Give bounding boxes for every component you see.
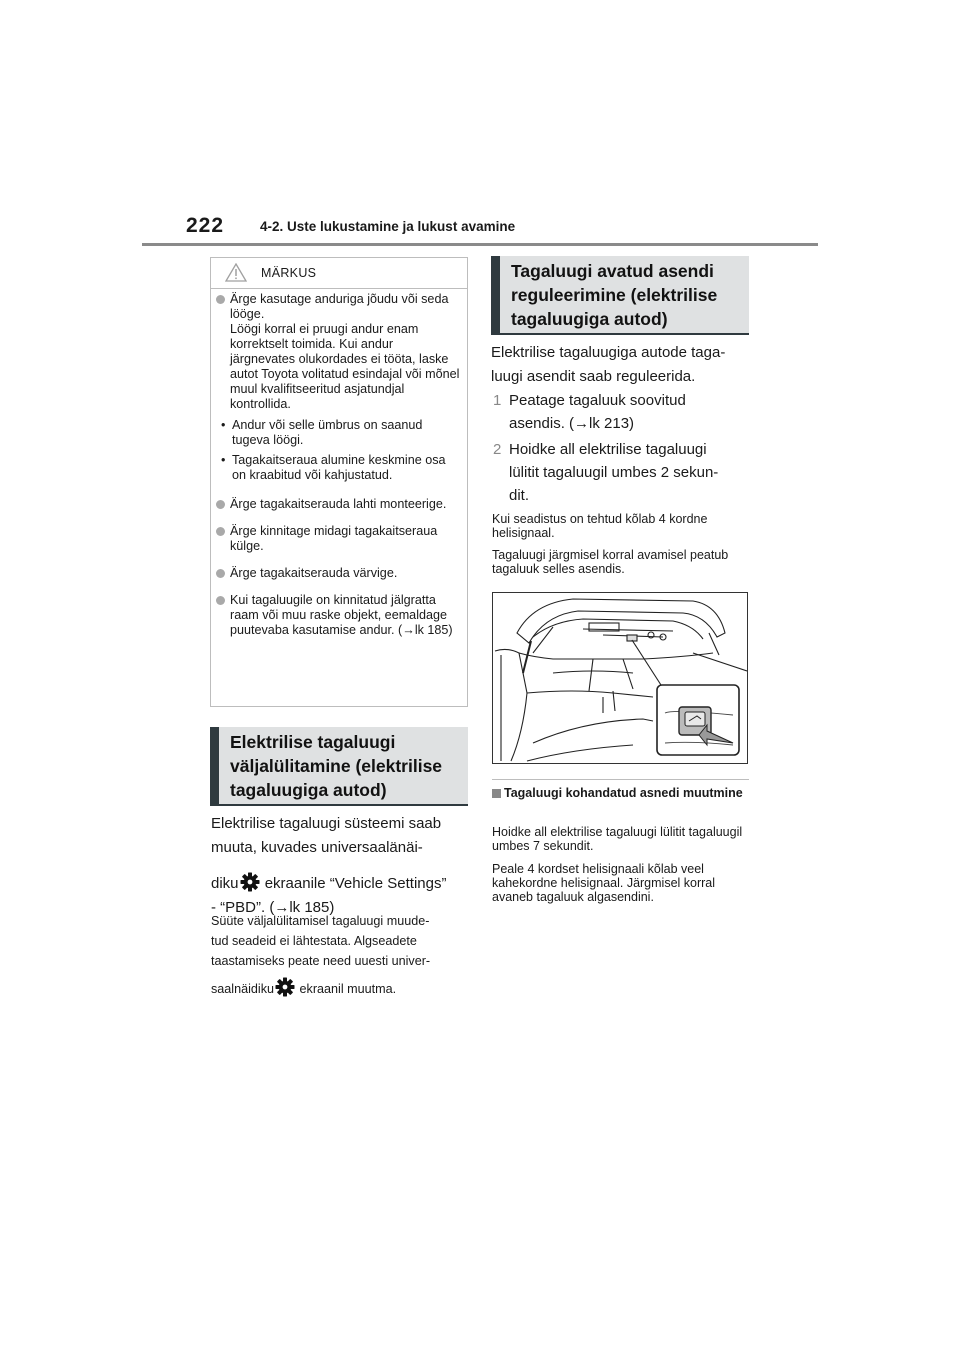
notice-item-text: Ärge tagakaitserauda lahti monteerige. [230, 497, 447, 511]
notice-item-text: Ärge kasutage anduriga jõudu või seda lööge. Löögi korral ei pruugi andur enam korrektselt toimida. Kui andur järgnevates olukordades ei tööta, laske autot Toyota volitatud esindajal või mõnel muul kvalifitseeritud asjatundjal kontrollida. [230, 292, 460, 411]
notice-subitem [216, 418, 460, 448]
text-line: taastamiseks peate need uuesti univer- [211, 954, 431, 968]
gear-icon [275, 977, 295, 997]
bullet-icon [216, 295, 225, 304]
text-line: Elektrilise tagaluugi süsteemi saab muuta, kuvades universaalänäi- [211, 815, 442, 856]
warning-triangle-icon [225, 263, 247, 282]
heading-adjust-open-position: Tagaluugi avatud asendi reguleerimine (elektrilise tagaluugiga autod) [491, 256, 749, 335]
step-text: Peatage tagaluuk soovitud asendis. (→lk 213) [509, 392, 686, 432]
bullet-icon [216, 596, 225, 605]
tailgate-switch-illustration [493, 593, 747, 763]
text-line: Süüte väljalülitamisel tagaluugi muude- [211, 914, 430, 928]
header-divider [142, 243, 818, 246]
text-line [211, 872, 473, 896]
notice-item [216, 566, 460, 581]
notice-item [216, 292, 460, 412]
dot-bullet-icon: • [221, 418, 226, 432]
notice-subitem [216, 453, 460, 483]
notice-subitem-text: Andur või selle ümbrus on saanud tugeva löögi. [232, 418, 423, 447]
step-text: Hoidke all elektrilise tagaluugi lülitit tagaluugil umbes 2 sekun- dit. [509, 441, 719, 504]
notice-item [216, 524, 460, 554]
sub-heading-text: Tagaluugi kohandatud asnedi muutmine [504, 786, 743, 800]
bullet-icon [216, 500, 225, 509]
sub-paragraph-2: Peale 4 kordset helisignaali kõlab veel kahekordne helisignaal. Järgmisel korral avaneb tagaluuk algasendini. [492, 862, 716, 904]
notice-box [210, 257, 468, 707]
note-2: Tagaluugi järgmisel korral avamisel peatub tagaluuk selles asendis. [492, 548, 729, 576]
sub-paragraph-1: Hoidke all elektrilise tagaluugi lülitit tagaluugil umbes 7 sekundit. [492, 825, 743, 853]
notice-item [216, 497, 460, 512]
text-line: tud seadeid ei lähtestata. Algseadete [211, 934, 417, 948]
sub-heading [492, 786, 750, 800]
notice-label: MÄRKUS [261, 266, 317, 280]
step-number: 2 [493, 441, 502, 458]
notice-header [211, 258, 467, 289]
notice-body [216, 292, 460, 647]
text-fragment: ekraanil muutma. [296, 982, 397, 996]
note-1: Kui seadistus on tehtud kõlab 4 kordne helisignaal. [492, 512, 708, 540]
text-fragment: diku [211, 875, 239, 892]
notice-item-text: Kui tagaluugile on kinnitatud jälgratta raam või muu raske objekt, eemaldage puutevaba kasutamise andur. (→lk 185) [230, 593, 453, 637]
page-number: 222 [186, 214, 225, 237]
text-fragment: ekraanile “Vehicle Settings” [260, 875, 447, 892]
step-number: 1 [493, 392, 502, 409]
figure-divider [492, 779, 749, 780]
text-fragment: saalnäidiku [211, 982, 275, 996]
section-title: 4-2. Uste lukustamine ja lukust avamine [260, 219, 516, 234]
left-paragraph-2 [211, 911, 473, 999]
gear-icon [240, 872, 260, 892]
bullet-icon [216, 527, 225, 536]
heading-disable-power-tailgate: Elektrilise tagaluugi väljalülitamine (elektrilise tagaluugiga autod) [210, 727, 468, 806]
tailgate-illustration [492, 592, 748, 764]
notice-subitem-text: Tagakaitseraua alumine keskmine osa on kraabitud või kahjustatud. [232, 453, 446, 482]
dot-bullet-icon: • [221, 453, 226, 467]
notice-item-text: Ärge tagakaitserauda värvige. [230, 566, 398, 580]
bullet-icon [216, 569, 225, 578]
left-paragraph-1 [211, 812, 473, 920]
text-line: - “PBD”. (→lk 185) [211, 899, 335, 916]
right-intro: Elektrilise tagaluugiga autode taga- luugi asendit saab reguleerida. [491, 344, 726, 385]
square-bullet-icon [492, 789, 501, 798]
notice-item [216, 593, 460, 638]
notice-item-text: Ärge kinnitage midagi tagakaitseraua külge. [230, 524, 438, 553]
text-line [211, 977, 473, 999]
